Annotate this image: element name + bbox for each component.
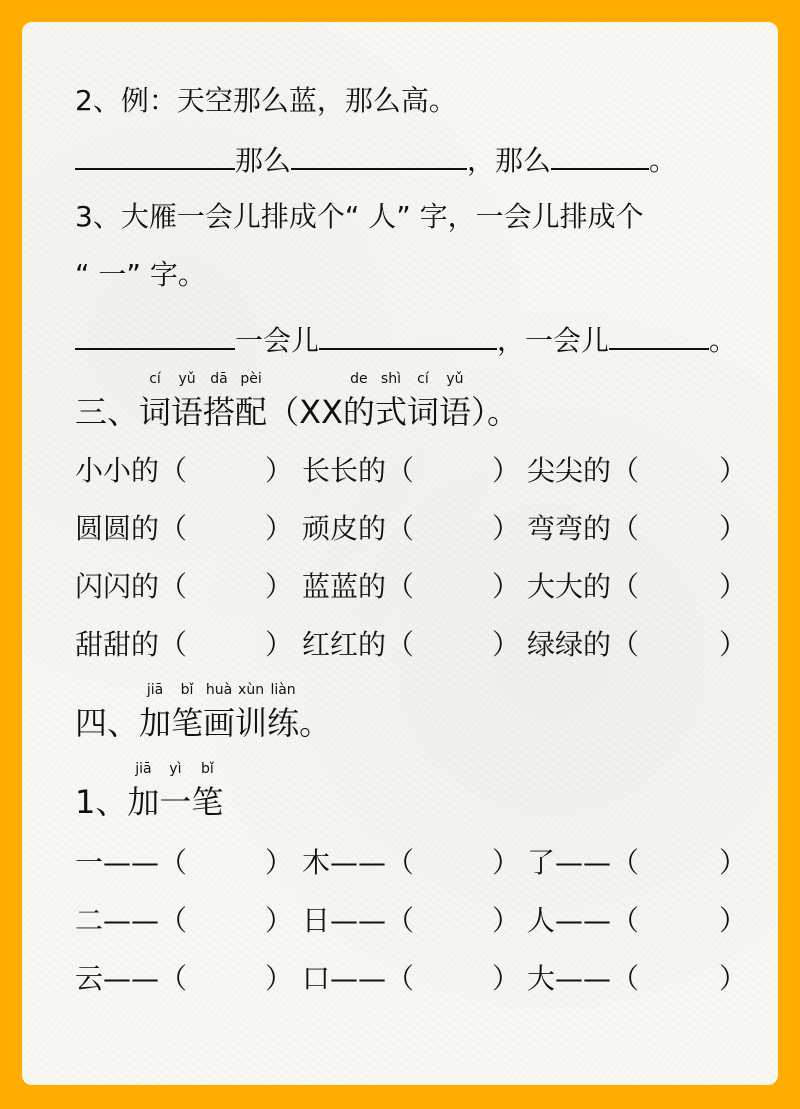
answer-slot[interactable]: ）	[265, 454, 294, 487]
heading-text: ）。	[470, 393, 519, 431]
ruby-char: jiā 加	[127, 761, 160, 821]
q3-line-2: “ 一” 字。	[75, 258, 206, 291]
q3-text-3: 。	[709, 324, 738, 357]
grid-row	[75, 950, 748, 1008]
answer-blank[interactable]	[551, 142, 649, 170]
answer-slot[interactable]: ）	[492, 962, 521, 995]
grid-cell: 闪闪的（	[75, 570, 188, 603]
answer-slot[interactable]: ）	[265, 570, 294, 603]
grid-cell: 了——（	[527, 846, 640, 879]
answer-slot[interactable]: ）	[719, 454, 748, 487]
answer-slot[interactable]: ）	[265, 628, 294, 661]
grid-row	[75, 892, 748, 950]
grid-cell: 二——（	[75, 904, 188, 937]
grid-cell: 弯弯的（	[527, 512, 640, 545]
answer-blank[interactable]	[319, 322, 497, 350]
grid-cell: 甜甜的（	[75, 628, 188, 661]
grid-cell: 蓝蓝的（	[302, 570, 415, 603]
sub-number: 1、	[75, 783, 128, 821]
ruby-char: yǔ 语	[171, 371, 204, 431]
answer-slot[interactable]: ）	[719, 846, 748, 879]
grid-cell: 云——（	[75, 962, 188, 995]
answer-slot[interactable]: ）	[492, 570, 521, 603]
answer-slot[interactable]: ）	[265, 904, 294, 937]
answer-slot[interactable]: ）	[719, 904, 748, 937]
grid-cell: 木——（	[302, 846, 415, 879]
answer-slot[interactable]: ）	[492, 904, 521, 937]
ruby-char: de 的	[342, 371, 375, 431]
add-stroke-grid	[75, 834, 748, 1008]
q3-fill-line	[75, 322, 737, 358]
q2-fill-line	[75, 142, 677, 178]
ruby-char: cí 词	[406, 371, 439, 431]
grid-cell: 日——（	[302, 904, 415, 937]
section3-heading	[75, 371, 519, 432]
q3-text-2: ，一会儿	[497, 324, 610, 357]
grid-cell: 尖尖的（	[527, 454, 640, 487]
ruby-char: yì 一	[159, 761, 192, 821]
ruby-char: xùn 训	[235, 682, 268, 742]
section4-subheading	[75, 761, 224, 822]
answer-slot[interactable]: ）	[719, 962, 748, 995]
ruby-char: huà 画	[203, 682, 236, 742]
answer-slot[interactable]: ）	[719, 570, 748, 603]
answer-slot[interactable]: ）	[492, 846, 521, 879]
ruby-char: dā 搭	[203, 371, 236, 431]
grid-cell: 大大的（	[527, 570, 640, 603]
section4-heading	[75, 682, 332, 743]
ruby-char: bǐ 笔	[171, 682, 204, 742]
grid-cell: 长长的（	[302, 454, 415, 487]
heading-text: （XX	[267, 393, 343, 431]
grid-row	[75, 616, 748, 674]
grid-cell: 顽皮的（	[302, 512, 415, 545]
grid-cell: 一——（	[75, 846, 188, 879]
answer-blank[interactable]	[609, 322, 709, 350]
q2-text-2: ，那么	[467, 144, 552, 177]
grid-cell: 口——（	[302, 962, 415, 995]
grid-row	[75, 834, 748, 892]
grid-cell: 圆圆的（	[75, 512, 188, 545]
grid-cell: 小小的（	[75, 454, 188, 487]
q3-line-1: 3、大雁一会儿排成个“ 人” 字，一会儿排成个	[75, 200, 644, 233]
answer-slot[interactable]: ）	[265, 512, 294, 545]
q2-text-3: 。	[649, 144, 678, 177]
word-match-grid	[75, 442, 748, 674]
ruby-char: yǔ 语	[438, 371, 471, 431]
grid-row	[75, 442, 748, 500]
answer-slot[interactable]: ）	[492, 628, 521, 661]
ruby-char: shì 式	[374, 371, 407, 431]
answer-blank[interactable]	[75, 322, 235, 350]
answer-slot[interactable]: ）	[265, 846, 294, 879]
answer-slot[interactable]: ）	[719, 512, 748, 545]
answer-slot[interactable]: ）	[492, 454, 521, 487]
ruby-char: jiā 四、加	[75, 682, 172, 742]
answer-blank[interactable]	[75, 142, 235, 170]
heading-text: 。	[299, 704, 332, 742]
answer-blank[interactable]	[291, 142, 467, 170]
grid-cell: 人——（	[527, 904, 640, 937]
ruby-char: cí 三、词	[75, 371, 172, 431]
answer-slot[interactable]: ）	[492, 512, 521, 545]
q2-example: 2、例：天空那么蓝，那么高。	[75, 84, 457, 117]
ruby-char: liàn 练	[267, 682, 300, 742]
answer-slot[interactable]: ）	[265, 962, 294, 995]
grid-cell: 大——（	[527, 962, 640, 995]
grid-row	[75, 500, 748, 558]
grid-row	[75, 558, 748, 616]
q2-text-1: 那么	[235, 144, 292, 177]
grid-cell: 红红的（	[302, 628, 415, 661]
q3-text-1: 一会儿	[235, 324, 320, 357]
ruby-char: pèi 配	[235, 371, 268, 431]
answer-slot[interactable]: ）	[719, 628, 748, 661]
grid-cell: 绿绿的（	[527, 628, 640, 661]
ruby-char: bǐ 笔	[191, 761, 224, 821]
